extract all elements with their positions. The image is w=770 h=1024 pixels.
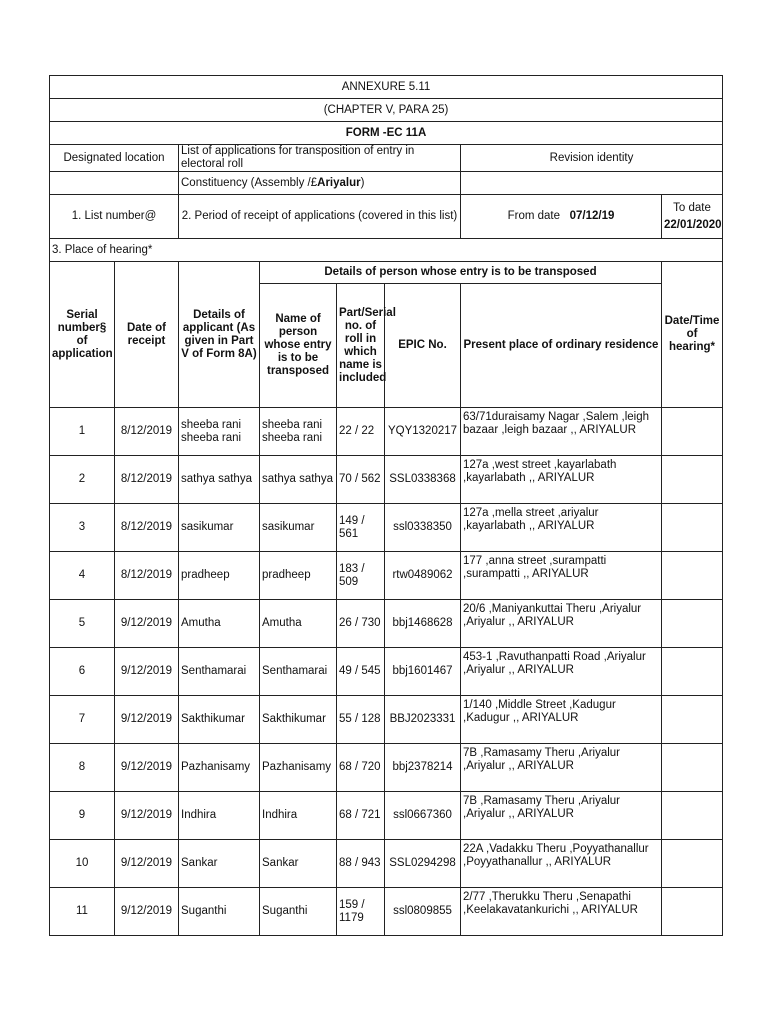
- part-cell: 68 / 720: [337, 744, 385, 792]
- to-date-value: 22/01/2020: [664, 218, 722, 231]
- residence-cell: 63/71duraisamy Nagar ,Salem ,leigh bazaar ,leigh bazaar ,, ARIYALUR: [461, 408, 662, 456]
- epic-cell: BBJ2023331: [385, 696, 461, 744]
- date-cell: 9/12/2019: [115, 792, 179, 840]
- place-of-hearing: 3. Place of hearing*: [50, 239, 723, 262]
- hearing-cell: [662, 840, 723, 888]
- table-row: [50, 840, 723, 888]
- blank-cell: [50, 172, 179, 195]
- constituency-close: ): [360, 176, 365, 189]
- date-cell: 8/12/2019: [115, 408, 179, 456]
- person-cell: Senthamarai: [260, 648, 337, 696]
- date-cell: 8/12/2019: [115, 456, 179, 504]
- to-date-label: To date: [673, 201, 711, 214]
- person-name-header: Name of person whose entry is to be transposed: [260, 284, 337, 408]
- person-cell: pradheep: [260, 552, 337, 600]
- person-cell: Pazhanisamy: [260, 744, 337, 792]
- person-cell: Suganthi: [260, 888, 337, 936]
- epic-header: EPIC No.: [385, 284, 461, 408]
- table-row: [50, 552, 723, 600]
- table-row: [50, 408, 723, 456]
- epic-cell: bbj2378214: [385, 744, 461, 792]
- part-cell: 49 / 545: [337, 648, 385, 696]
- epic-cell: YQY1320217: [385, 408, 461, 456]
- serial-cell: 6: [50, 648, 115, 696]
- revision-identity-label: Revision identity: [461, 145, 723, 172]
- applicant-cell: sathya sathya: [179, 456, 260, 504]
- table-row: [50, 696, 723, 744]
- constituency-line: [179, 172, 461, 195]
- applicant-cell: pradheep: [179, 552, 260, 600]
- chapter-title: (CHAPTER V, PARA 25): [50, 99, 723, 122]
- epic-cell: SSL0338368: [385, 456, 461, 504]
- table-row: [50, 888, 723, 936]
- hearing-cell: [662, 408, 723, 456]
- applicant-cell: Amutha: [179, 600, 260, 648]
- date-cell: 9/12/2019: [115, 600, 179, 648]
- hearing-cell: [662, 792, 723, 840]
- annexure-title: ANNEXURE 5.11: [50, 76, 723, 99]
- residence-cell: 1/140 ,Middle Street ,Kadugur ,Kadugur ,, ARIYALUR: [461, 696, 662, 744]
- applications-list: [50, 408, 723, 936]
- epic-cell: ssl0338350: [385, 504, 461, 552]
- serial-cell: 4: [50, 552, 115, 600]
- date-cell: 9/12/2019: [115, 840, 179, 888]
- person-cell: sasikumar: [260, 504, 337, 552]
- date-cell: 9/12/2019: [115, 888, 179, 936]
- person-cell: sheeba rani sheeba rani: [260, 408, 337, 456]
- person-cell: Sankar: [260, 840, 337, 888]
- part-serial-header: Part/Serial no. of roll in which name is included: [337, 284, 385, 408]
- epic-cell: ssl0809855: [385, 888, 461, 936]
- person-cell: Indhira: [260, 792, 337, 840]
- period-label: 2. Period of receipt of applications (covered in this list): [179, 195, 461, 239]
- applicant-cell: Sankar: [179, 840, 260, 888]
- applicant-cell: Sakthikumar: [179, 696, 260, 744]
- residence-cell: 127a ,mella street ,ariyalur ,kayarlabath ,, ARIYALUR: [461, 504, 662, 552]
- part-cell: 70 / 562: [337, 456, 385, 504]
- epic-cell: rtw0489062: [385, 552, 461, 600]
- hearing-cell: [662, 504, 723, 552]
- list-number-label: 1. List number@: [50, 195, 179, 239]
- epic-cell: bbj1468628: [385, 600, 461, 648]
- epic-cell: SSL0294298: [385, 840, 461, 888]
- residence-cell: 22A ,Vadakku Theru ,Poyyathanallur ,Poyyathanallur ,, ARIYALUR: [461, 840, 662, 888]
- part-cell: 183 / 509: [337, 552, 385, 600]
- serial-cell: 2: [50, 456, 115, 504]
- serial-cell: 1: [50, 408, 115, 456]
- applicant-cell: Indhira: [179, 792, 260, 840]
- applicant-cell: sasikumar: [179, 504, 260, 552]
- hearing-header: Date/Time of hearing*: [662, 262, 723, 408]
- serial-cell: 8: [50, 744, 115, 792]
- person-cell: Sakthikumar: [260, 696, 337, 744]
- table-row: [50, 744, 723, 792]
- from-date-value: 07/12/19: [569, 210, 615, 222]
- hearing-cell: [662, 648, 723, 696]
- details-group-header: Details of person whose entry is to be transposed: [260, 262, 662, 284]
- hearing-cell: [662, 600, 723, 648]
- hearing-cell: [662, 552, 723, 600]
- part-cell: 159 / 1179: [337, 888, 385, 936]
- part-cell: 68 / 721: [337, 792, 385, 840]
- serial-cell: 5: [50, 600, 115, 648]
- serial-cell: 9: [50, 792, 115, 840]
- list-title: List of applications for transposition of entry in electoral roll: [179, 145, 461, 172]
- table-row: [50, 792, 723, 840]
- to-date-cell: [662, 195, 723, 239]
- constituency-value: Ariyalur: [317, 176, 361, 189]
- hearing-cell: [662, 888, 723, 936]
- table-row: [50, 504, 723, 552]
- applicant-cell: sheeba rani sheeba rani: [179, 408, 260, 456]
- serial-header: Serial number§ of application: [50, 262, 115, 408]
- residence-cell: 20/6 ,Maniyankuttai Theru ,Ariyalur ,Ariyalur ,, ARIYALUR: [461, 600, 662, 648]
- residence-cell: 2/77 ,Therukku Theru ,Senapathi ,Keelakavatankurichi ,, ARIYALUR: [461, 888, 662, 936]
- date-cell: 8/12/2019: [115, 552, 179, 600]
- applicant-cell: Pazhanisamy: [179, 744, 260, 792]
- date-cell: 9/12/2019: [115, 744, 179, 792]
- form-name: FORM -EC 11A: [50, 122, 723, 145]
- date-cell: 8/12/2019: [115, 504, 179, 552]
- part-cell: 149 / 561: [337, 504, 385, 552]
- hearing-cell: [662, 696, 723, 744]
- residence-cell: 177 ,anna street ,surampatti ,surampatti ,, ARIYALUR: [461, 552, 662, 600]
- applicant-header: Details of applicant (As given in Part V of Form 8A): [179, 262, 260, 408]
- designated-location-label: Designated location: [50, 145, 179, 172]
- from-date-label: From date: [507, 210, 561, 222]
- form-ec11a-table: [49, 75, 723, 936]
- serial-cell: 11: [50, 888, 115, 936]
- part-cell: 22 / 22: [337, 408, 385, 456]
- from-date-cell: [461, 195, 662, 239]
- serial-cell: 10: [50, 840, 115, 888]
- part-cell: 26 / 730: [337, 600, 385, 648]
- applicant-cell: Suganthi: [179, 888, 260, 936]
- date-receipt-header: Date of receipt: [115, 262, 179, 408]
- serial-cell: 3: [50, 504, 115, 552]
- date-cell: 9/12/2019: [115, 648, 179, 696]
- table-row: [50, 648, 723, 696]
- residence-cell: 453-1 ,Ravuthanpatti Road ,Ariyalur ,Ariyalur ,, ARIYALUR: [461, 648, 662, 696]
- residence-cell: 7B ,Ramasamy Theru ,Ariyalur ,Ariyalur ,, ARIYALUR: [461, 744, 662, 792]
- part-cell: 88 / 943: [337, 840, 385, 888]
- hearing-cell: [662, 456, 723, 504]
- epic-cell: bbj1601467: [385, 648, 461, 696]
- person-cell: sathya sathya: [260, 456, 337, 504]
- residence-cell: 7B ,Ramasamy Theru ,Ariyalur ,Ariyalur ,, ARIYALUR: [461, 792, 662, 840]
- epic-cell: ssl0667360: [385, 792, 461, 840]
- date-cell: 9/12/2019: [115, 696, 179, 744]
- table-row: [50, 456, 723, 504]
- applicant-cell: Senthamarai: [179, 648, 260, 696]
- part-cell: 55 / 128: [337, 696, 385, 744]
- residence-header: Present place of ordinary residence: [461, 284, 662, 408]
- serial-cell: 7: [50, 696, 115, 744]
- person-cell: Amutha: [260, 600, 337, 648]
- residence-cell: 127a ,west street ,kayarlabath ,kayarlabath ,, ARIYALUR: [461, 456, 662, 504]
- hearing-cell: [662, 744, 723, 792]
- table-row: [50, 600, 723, 648]
- constituency-label: Constituency (Assembly /£: [181, 176, 318, 189]
- blank-cell: [461, 172, 723, 195]
